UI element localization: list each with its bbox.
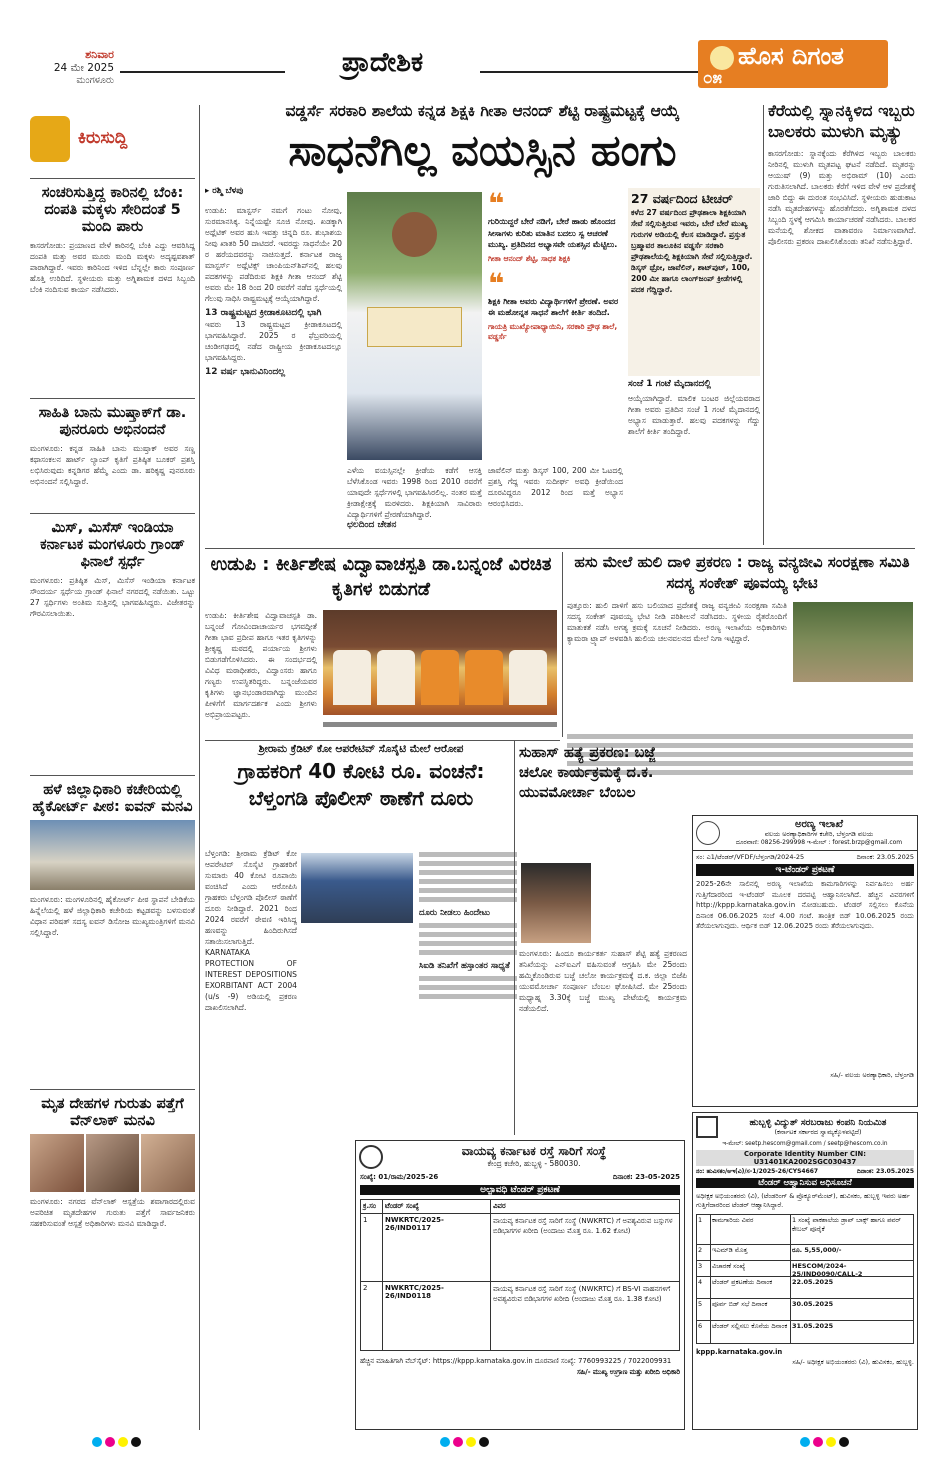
hescom-web: kppp.karnataka.gov.in: [696, 1348, 783, 1356]
brief-wenlock-body: ಮಂಗಳೂರು: ನಗರದ ವೆನ್‌ಲಾಕ್ ಆಸ್ಪತ್ರೆಯ ಶವಾಗಾರದಲ್ಲಿರುವ ಅಪರಿಚಿತ ಮೃತದೇಹಗಳ ಗುರುತು ಪತ್ತೆಗೆ ಸಾರ್ವಜನಿಕರು ಸಹಕರಿಸುವಂತೆ ಆಸ್ಪತ್ರೆ ಅಧಿಕಾರಿಗಳು ಮನವಿ ಮಾಡಿದ್ದಾರೆ.: [30, 1197, 195, 1228]
quote-mark-icon-1: ❝: [488, 187, 505, 220]
udupi-body-continued: [323, 718, 557, 736]
forest-ad-header: [693, 816, 917, 851]
deceased-photo-3: [141, 1134, 195, 1192]
hescom-row-k: ವಿಚಾರಣೆ ಸಂಖ್ಯೆ: [711, 1261, 791, 1276]
nwkrtc-row-sl: 2: [361, 1282, 383, 1350]
nwkrtc-notice: ಅಲ್ಪಾವಧಿ ಟೆಂಡರ್ ಪ್ರಕಟಣೆ: [360, 1185, 680, 1195]
table-row: [697, 1299, 913, 1321]
lead-sidebar-sub: ಸಂಜೆ 1 ಗಂಟೆ ಮೈದಾನದಲ್ಲಿ: [628, 379, 711, 389]
court-building-photo: [30, 820, 195, 890]
deceased-photo-2: [86, 1134, 140, 1192]
registration-marks-left: [92, 1437, 141, 1447]
hescom-meta: [693, 1168, 917, 1176]
table-row: [697, 1261, 913, 1277]
drowning-headline: ಕೆರೆಯಲ್ಲಿ ಸ್ನಾನಕ್ಕಿಳಿದ ಇಬ್ಬರು ಬಾಲಕರು ಮುಳುಗಿ ಮೃತ್ಯು: [768, 101, 915, 141]
table-row: [697, 1277, 913, 1299]
hescom-row-v: 22.05.2025: [792, 1278, 834, 1286]
lead-col1-text: ಉಡುಪಿ: ಮಾಸ್ಟರ್ಸ್ ನಮಗೆ ಗಂಟು ನೋವು, ಸುರಮಾನಸಿಕ್ಕ. ನಿನ್ನೆಯಷ್ಟೇ ಸೂಜಿ ನೋವು. ಖಡಕ್ಕಾಗಿ ಅಥ್ಲೆಟಿಕ್ ಅವರ ಹುಸಿ ಇವತ್ತು ಚಿನ್ನದಿ ರೂ. ಶುಭಾಶಯ ನೀವು ಖಾತರಿ 50 ದಾಟಿದರೆ. ಇವರದ್ದು ಸಾಧನೆಯೇ 20 ರ ಹರೆಯದವರನ್ನು ನಾಚಿಸುತ್ತದೆ. ಕರ್ನಾಟಕ ರಾಜ್ಯ ಮಾಸ್ಟರ್ಸ್ ಅಥ್ಲೆಟಿಕ್ಸ್ ಚಾಂಪಿಯನ್‌ಶಿಪ್‌ನಲ್ಲಿ ಹಲವು ಪದಕಗಳನ್ನು ಪಡೆದಿರುವ ಶಿಕ್ಷಕಿ ಗೀತಾ ಆನಂದ್ ಶೆಟ್ಟಿ ಅವರು ಮೇ 18 ರಿಂದ 20 ರವರೆಗೆ ನಡೆದ ಸ್ಪರ್ಧೆಯಲ್ಲಿ ಗೆಲುವು ಸಾಧಿಸಿ ರಾಷ್ಟ್ರಮಟ್ಟಕ್ಕೆ ಆಯ್ಕೆಯಾಗಿದ್ದಾರೆ.: [205, 206, 342, 303]
drowning-body: ಕಾಸರಗೋಡು: ಸ್ನಾನಕ್ಕೆಂದು ಕೆರೆಗಿಳಿದ ಇಬ್ಬರು ಬಾಲಕರು ನೀರಿನಲ್ಲಿ ಮುಳುಗಿ ಮೃತಪಟ್ಟ ಘಟನೆ ನಡೆದಿದೆ. ಮೃತರನ್ನು ಆಯುಷ್ (9) ಮತ್ತು ಅಭಿರಾಮ್ (10) ಎಂದು ಗುರುತಿಸಲಾಗಿದೆ. ಬಾಲಕರು ಕೆರೆಗೆ ಇಳಿದ ವೇಳೆ ಆಳ ಪ್ರದೇಶಕ್ಕೆ ಜಾರಿ ಬಿದ್ದು ಈ ದುರಂತ ಸಂಭವಿಸಿದೆ. ಸ್ಥಳೀಯರು ಹುಡುಕಾಟ ನಡೆಸಿ ಮೃತದೇಹಗಳನ್ನು ಹೊರತೆಗೆದರು. ಅಗ್ನಿಶಾಮಕ ದಳದ ಸಿಬ್ಬಂದಿ ಸ್ಥಳಕ್ಕೆ ಆಗಮಿಸಿ ಕಾರ್ಯಾಚರಣೆ ನಡೆಸಿದರು. ಬಾಲಕರ ಮನೆಯಲ್ಲಿ ಶೋಕದ ವಾತಾವರಣ ನಿರ್ಮಾಣವಾಗಿದೆ. ಪೊಲೀಸರು ಪ್ರಕರಣ ದಾಖಲಿಸಿಕೊಂಡು ತನಿಖೆ ನಡೆಸುತ್ತಿದ್ದಾರೆ.: [768, 149, 916, 246]
brief-highcourt-body: ಮಂಗಳೂರು: ಮಂಗಳೂರಿನಲ್ಲಿ ಹೈಕೋರ್ಟ್ ಪೀಠ ಸ್ಥಾಪನೆ ಬೇಡಿಕೆಯ ಹಿನ್ನೆಲೆಯಲ್ಲಿ ಹಳೆ ಜಿಲ್ಲಾಧಿಕಾರಿ ಕಚೇರಿಯ ಕಟ್ಟಡವನ್ನು ಬಳಸುವಂತೆ ವಿಧಾನ ಪರಿಷತ್ ಸದಸ್ಯ ಐವನ್ ಡಿಸೋಜ ಮುಖ್ಯಮಂತ್ರಿಗಳಿಗೆ ಮನವಿ ಸಲ್ಲಿಸಿದ್ದಾರೆ.: [30, 895, 195, 937]
tiger-body: ಪುತ್ತೂರು: ಹುಲಿ ದಾಳಿಗೆ ಹಸು ಬಲಿಯಾದ ಪ್ರದೇಶಕ್ಕೆ ರಾಜ್ಯ ವನ್ಯಜೀವಿ ಸಂರಕ್ಷಣಾ ಸಮಿತಿ ಸದಸ್ಯ ಸಂಕೇತ್ ಪೂವಯ್ಯ ಭೇಟಿ ನೀಡಿ ಪರಿಶೀಲನೆ ನಡೆಸಿದರು. ಸ್ಥಳೀಯ ರೈತರೊಂದಿಗೆ ಮಾತುಕತೆ ನಡೆಸಿ ಅಗತ್ಯ ಕ್ರಮಕ್ಕೆ ಸೂಚನೆ ನೀಡಿದರು. ಅರಣ್ಯ ಇಲಾಖೆಯ ಅಧಿಕಾರಿಗಳು ಕ್ಯಾಮರಾ ಟ್ರ್ಯಾಪ್ ಅಳವಡಿಸಿ ಹುಲಿಯ ಚಲನವಲನದ ಮೇಲೆ ನಿಗಾ ಇಟ್ಟಿದ್ದಾರೆ.: [567, 601, 787, 643]
brief-tag: [30, 110, 195, 170]
nwkrtc-col-desc: ವಿವರ: [493, 1202, 506, 1210]
nwkrtc-header: [356, 1141, 684, 1172]
nwkrtc-col-tender: ಟೆಂಡರ್ ಸಂಖ್ಯೆ: [383, 1200, 491, 1213]
hescom-row-v: 31.05.2025: [792, 1322, 834, 1330]
fraud-headline: ಗ್ರಾಹಕರಿಗೆ 40 ಕೋಟಿ ರೂ. ವಂಚನೆ: ಬೆಳ್ತಂಗಡಿ ಪೊಲೀಸ್ ಠಾಣೆಗೆ ದೂರು: [237, 759, 485, 810]
forest-ad-phone: ದೂರವಾಣಿ: 08256-299998 ಇ-ಮೇಲ್ : forest.brzp@gmail.com: [735, 839, 903, 846]
hescom-row-n: 5: [697, 1299, 711, 1320]
udupi-body: ಉಡುಪಿ: ಕೀರ್ತಿಶೇಷ ವಿದ್ವಾವಾಚಸ್ಪತಿ ಡಾ. ಬನ್ನಂಜೆ ಗೋವಿಂದಾಚಾರ್ಯರ ಭಗವದ್ಗೀತೆ ಗೀತಾ ಭಾವ ಪ್ರದೀಪ ಹಾಗೂ ಇತರ ಕೃತಿಗಳನ್ನು ಶ್ರೀಕೃಷ್ಣ ಮಠದಲ್ಲಿ ಪರ್ಯಾಯ ಶ್ರೀಗಳು ಬಿಡುಗಡೆಗೊಳಿಸಿದರು. ಈ ಸಂದರ್ಭದಲ್ಲಿ ವಿವಿಧ ಮಠಾಧೀಶರು, ವಿದ್ವಾಂಸರು ಹಾಗೂ ಗಣ್ಯರು ಉಪಸ್ಥಿತರಿದ್ದರು. ಬನ್ನಂಜೆಯವರ ಕೃತಿಗಳು ಜ್ಞಾನಭಂಡಾರವಾಗಿದ್ದು ಮುಂದಿನ ಪೀಳಿಗೆಗೆ ಮಾರ್ಗದರ್ಶಕ ಎಂದು ಶ್ರೀಗಳು ಅಭಿಪ್ರಾಯಪಟ್ಟರು.: [205, 611, 317, 719]
nwkrtc-row-no: NWKRTC/2025-26/IND0118: [383, 1282, 491, 1350]
masthead-section: ಪ್ರಾದೇಶಿಕ: [285, 46, 480, 80]
lead-sidebar: [628, 188, 760, 376]
logo-sun-icon: [710, 46, 734, 70]
brief-miss-india-body: ಮಂಗಳೂರು: ಪ್ರತಿಷ್ಠಿತ ಮಿಸ್, ಮಿಸೆಸ್ ಇಂಡಿಯಾ ಕರ್ನಾಟಕ ಸೌಂದರ್ಯ ಸ್ಪರ್ಧೆಯ ಗ್ರಾಂಡ್ ಫಿನಾಲೆ ನಗರದಲ್ಲಿ ನಡೆಯಿತು. ಒಟ್ಟು 27 ಸ್ಪರ್ಧಿಗಳು ಅಂತಿಮ ಸುತ್ತಿನಲ್ಲಿ ಭಾಗವಹಿಸಿದ್ದರು. ವಿಜೇತರನ್ನು ಗೌರವಿಸಲಾಯಿತು.: [30, 576, 195, 618]
udupi-headline: ಉಡುಪಿ : ಕೀರ್ತಿಶೇಷ ವಿದ್ವಾವಾಚಸ್ಪತಿ ಡಾ.ಬನ್ನಂಜೆ ವಿರಚಿತ ಕೃತಿಗಳ ಬಿಡುಗಡೆ: [210, 554, 552, 600]
page-number: ೦೫: [703, 68, 723, 88]
nwkrtc-footer: ಹೆಚ್ಚಿನ ಮಾಹಿತಿಗಾಗಿ ವೆಬ್‌ಸೈಟ್: https://kppp.karnataka.gov.in ದೂರವಾಣಿ ಸಂಖ್ಯೆ: 7760993225 / 7022009931: [360, 1357, 672, 1365]
section-rule: [205, 740, 560, 741]
hescom-cin: Corporate Identity Number CIN: U31401KA2002SGC030437: [696, 1150, 914, 1166]
nwkrtc-addr: ಕೇಂದ್ರ ಕಚೇರಿ, ಹುಬ್ಬಳ್ಳಿ - 580030.: [487, 1159, 581, 1168]
lead-sub1: 13 ರಾಷ್ಟ್ರಮಟ್ಟದ ಕ್ರೀಡಾಕೂಟದಲ್ಲಿ ಭಾಗಿ: [205, 308, 322, 318]
fraud-body-right: [419, 848, 517, 1148]
nwkrtc-meta: [356, 1172, 684, 1183]
forest-ad-meta: [693, 851, 917, 864]
hescom-row-n: 4: [697, 1277, 711, 1298]
hescom-header: [693, 1113, 917, 1141]
lead-sub3: ಛಲದಿಂದ ಚೇತನ: [347, 520, 397, 530]
column-rule: [763, 105, 764, 545]
hescom-sub: (ಕರ್ನಾಟಕ ಸರ್ಕಾರದ ಸ್ವಾಮ್ಯಕ್ಕೊಳಪಟ್ಟಿದೆ): [774, 1127, 862, 1136]
lead-headline: ಸಾಧನೆಗಿಲ್ಲ ವಯಸ್ಸಿನ ಹಂಗು: [288, 126, 677, 176]
brief-highcourt-head: ಹಳೆ ಜಿಲ್ಲಾಧಿಕಾರಿ ಕಚೇರಿಯಲ್ಲಿ ಹೈಕೋರ್ಟ್ ಪೀಠ: ಐವನ್ ಮನವಿ: [32, 782, 193, 815]
suhas-portrait-photo: [521, 863, 591, 943]
forest-ad-title: ಅರಣ್ಯ ಇಲಾಖೆ: [794, 819, 844, 830]
nwkrtc-tender-ad: [355, 1140, 685, 1430]
cow-carcass-photo: [793, 602, 913, 682]
section-rule: [205, 548, 915, 549]
forest-ad-date: ದಿನಾಂಕ: 23.05.2025: [856, 853, 914, 861]
paper-logo: [698, 40, 888, 88]
masthead-city: ಮಂಗಳೂರು: [76, 75, 114, 86]
hescom-table: [696, 1214, 914, 1344]
forest-ad-office: ವಲಯ ಅರಣ್ಯಾಧಿಕಾರಿಗಳ ಕಚೇರಿ, ಬೆಳ್ತಂಗಡಿ ವಲಯ: [764, 830, 874, 838]
brief-wenlock-head: ಮೃತ ದೇಹಗಳ ಗುರುತು ಪತ್ತೆಗೆ ವೆನ್‌ಲಾಕ್ ಮನವಿ: [41, 1096, 184, 1129]
hescom-intro: ಅಧೀಕ್ಷಕ ಅಭಿಯಂತರರು (ವಿ), (ಟೆಂಡರಿಂಗ್ & ಪ್ರೊಕ್ಯೂರ್‌ಮೆಂಟ್), ಹುವಿಸಕಂ, ಹುಬ್ಬಳ್ಳಿ ಇವರು ಅರ್ಹ ಗುತ್ತಿಗೆದಾರರಿಂದ ಟೆಂಡರ್ ಆಹ್ವಾನಿಸಿದ್ದಾರೆ.: [696, 1192, 910, 1209]
quote-mark-icon-2: ❝: [488, 266, 505, 300]
quote2-text: ಶಿಕ್ಷಕಿ ಗೀತಾ ಅವರು ವಿದ್ಯಾರ್ಥಿಗಳಿಗೆ ಪ್ರೇರಣೆ. ಅವರ ಈ ಮಹೋನ್ನತ ಸಾಧನೆ ಶಾಲೆಗೆ ಕೀರ್ತಿ ತಂದಿದೆ.: [488, 296, 619, 317]
column-rule: [562, 552, 563, 737]
hescom-email: ಇ-ಮೇಲ್: seetp.hescom@gmail.com / seetp@hescom.co.in: [722, 1141, 888, 1147]
teacher-figure: [392, 212, 437, 257]
nwkrtc-row-desc: ವಾಯವ್ಯ ಕರ್ನಾಟಕ ರಸ್ತೆ ಸಾರಿಗೆ ಸಂಸ್ಥೆ (NWKRTC) ಗೆ ಅವಶ್ಯವಿರುವ ಬಸ್ಸುಗಳ ಬಿಡಿಭಾಗಗಳ ಖರೀದಿ (ಅಂದಾಜು ಮೊತ್ತ ರೂ. 1.62 ಕೋಟಿ): [493, 1217, 673, 1235]
table-row: [697, 1215, 913, 1245]
hescom-row-k: ಕಾಮಗಾರಿಯ ವಿವರ: [711, 1215, 791, 1244]
udupi-story: [205, 552, 557, 737]
lead-sub2: 12 ವರ್ಷ ಭಾನುವಿನಿಂದಲ್ಲ: [205, 367, 286, 377]
quote1-text: ಗುರಿಯಿದ್ದರೆ ಬೇರೆ ನಡಿಗೆ, ಬೇರೆ ಹಾಡು ಹೊಂದದ ಸೀಸಾಗಳು ಕುರಿತು ಮಾತಿನ ಬದಲು ಸ್ವ ಆಚರಣೆ ಮುಖ್ಯ. ಪ್ರತಿದಿನದ ಅಭ್ಯಾಸವೇ ಯಶಸ್ಸಿನ ಮೆಟ್ಟಿಲು.: [488, 217, 618, 249]
speakers-row: [333, 650, 547, 705]
nwkrtc-row-no: NWKRTC/2025-26/IND0117: [383, 1214, 491, 1281]
column-rule: [514, 740, 515, 1135]
hescom-notice: ಟೆಂಡರ್ ಆಹ್ವಾನಿಸುವ ಅಧಿಸೂಚನೆ: [696, 1178, 914, 1188]
brief-miss-india-head: ಮಿಸ್, ಮಿಸೆಸ್ ಇಂಡಿಯಾ ಕರ್ನಾಟಕ ಮಂಗಳೂರು ಗ್ರಾಂಡ್ ಫಿನಾಲೆ ಸ್ಪರ್ಧೆ: [40, 520, 185, 570]
fraud-sub1: ದೂರು ನೀಡಲು ಹಿಂದೇಟು: [419, 908, 490, 918]
lead-sidebar-head: 27 ವರ್ಷದಿಂದ ಟೀಚರ್: [631, 191, 733, 206]
table-row: [697, 1321, 913, 1343]
table-row: [361, 1282, 679, 1350]
hescom-row-k: ಇಎಮ್‌ಡಿ ಮೊತ್ತ: [711, 1245, 791, 1260]
lead-col2-text: ಎಳೆಯ ವಯಸ್ಸಿನಲ್ಲೇ ಕ್ರೀಡೆಯ ಕಡೆಗೆ ಆಸಕ್ತಿ ಬೆಳೆಸಿಕೊಂಡ ಇವರು 1998 ರಿಂದ 2010 ರವರೆಗೆ ಯಾವುದೇ ಸ್ಪರ್ಧೆಗಳಲ್ಲಿ ಭಾಗವಹಿಸಿರಲಿಲ್ಲ. ನಂತರ ಮತ್ತೆ ಕ್ರೀಡಾಕ್ಷೇತ್ರಕ್ಕೆ ಮರಳಿದರು. ಶಿಕ್ಷಕಿಯಾಗಿ ಸಾವಿರಾರು ವಿದ್ಯಾರ್ಥಿಗಳಿಗೆ ಪ್ರೇರಣೆಯಾಗಿದ್ದಾರೆ.: [347, 466, 482, 519]
hand-icon: [30, 116, 70, 162]
nwkrtc-col-sl: ಕ್ರ.ಸಂ: [361, 1200, 383, 1213]
nwkrtc-date: ದಿನಾಂಕ: 23-05-2025: [612, 1173, 680, 1181]
forest-ad-notice: ಇ-ಟೆಂಡರ್ ಪ್ರಕಟಣೆ: [696, 864, 914, 876]
nwkrtc-ref: ಸಂಖ್ಯೆ: 01/ರಾಮ/2025-26: [360, 1173, 439, 1181]
suhas-headline: ಸುಹಾಸ್ ಹತ್ಯೆ ಪ್ರಕರಣ: ಬಜ್ಜೆ ಚಲೋ ಕಾರ್ಯಕ್ರಮಕ್ಕೆ ದ.ಕ. ಯುವಮೋರ್ಚಾ ಬೆಂಬಲ: [519, 745, 656, 801]
hescom-row-n: 2: [697, 1245, 711, 1260]
fraud-sub2: ಸಿಐಡಿ ತನಿಖೆಗೆ ಹಸ್ತಾಂತರ ಸಾಧ್ಯತೆ: [419, 961, 510, 971]
nwkrtc-table-header: [361, 1200, 679, 1214]
nwkrtc-sign: ಸಹಿ/- ಮುಖ್ಯ ಉಗ್ರಾಣ ಮತ್ತು ಖರೀದಿ ಅಧಿಕಾರಿ: [576, 1368, 680, 1376]
teacher-photo: [347, 192, 482, 460]
nwkrtc-org: ವಾಯವ್ಯ ಕರ್ನಾಟಕ ರಸ್ತೆ ಸಾರಿಗೆ ಸಂಸ್ಥೆ: [461, 1144, 607, 1158]
hescom-row-k: ಪೂರ್ವ ಬಿಡ್ ಸಭೆ ದಿನಾಂಕ: [711, 1299, 791, 1320]
brief-wenlock: [30, 1089, 195, 1286]
brief-car-fire-body: ಕಾಸರಗೋಡು: ಪ್ರಯಾಣದ ವೇಳೆ ಕಾರಿನಲ್ಲಿ ಬೆಂಕಿ ಎದ್ದು ಆವರಿಸಿದ್ದ ದಂಪತಿ ಮತ್ತು ಅವರ ಮೂರು ಮಂದಿ ಮಕ್ಕಳು ಅದೃಷ್ಟವಶಾತ್ ಪಾರಾಗಿದ್ದಾರೆ. ಇವರು ಕಾರಿನಿಂದ ಇಳಿದ ಬೆನ್ನಲ್ಲೇ ಕಾರು ಸಂಪೂರ್ಣ ಹೊತ್ತಿ ಉರಿದಿದೆ. ಸ್ಥಳೀಯರು ಮತ್ತು ಅಗ್ನಿಶಾಮಕ ದಳದ ಸಿಬ್ಬಂದಿ ಬೆಂಕಿ ನಂದಿಸುವ ಕಾರ್ಯ ನಡೆಸಿದರು.: [30, 241, 195, 294]
brief-tag-label: ಕಿರುಸುದ್ದಿ: [78, 128, 128, 148]
hescom-tender-ad: [692, 1112, 918, 1430]
masthead-date: 24 ಮೇ 2025: [53, 62, 114, 74]
lead-col1b-text: ಇವರು 13 ರಾಷ್ಟ್ರಮಟ್ಟದ ಕ್ರೀಡಾಕೂಟದಲ್ಲಿ ಭಾಗವಹಿಸಿದ್ದಾರೆ. 2025 ರ ಫೆಬ್ರವರಿಯಲ್ಲಿ ಚಂಡೀಗಢದಲ್ಲಿ ನಡೆದ ರಾಷ್ಟ್ರೀಯ ಕ್ರೀಡಾಕೂಟದಲ್ಲೂ ಭಾಗವಹಿಸಿದ್ದರು.: [205, 320, 342, 362]
lead-col1: [205, 205, 342, 535]
hescom-row-v: HESCOM/2024-25/IND0090/CALL-2: [792, 1262, 863, 1278]
table-row: [697, 1245, 913, 1261]
quote2-source: ಗಾಯತ್ರಿ ಮುಖ್ಯೋಪಾಧ್ಯಾಯಿನಿ, ಸರಕಾರಿ ಪ್ರೌಢ ಶಾಲೆ, ವಡ್ಡರ್ಸೆ: [488, 321, 618, 341]
hescom-title: ಹುಬ್ಬಳ್ಳಿ ವಿದ್ಯುತ್ ಸರಬರಾಜು ಕಂಪನಿ ನಿಯಮಿತ: [749, 1117, 887, 1128]
lead-col2: [347, 465, 482, 540]
paper-name: ಹೊಸ ದಿಗಂತ: [738, 42, 844, 70]
hescom-ref: ನಂ: ಹುವಿಸಕಂ/ಅಇ(ವಿ)/ಸ-1/2025-26/CYS4667: [696, 1168, 819, 1175]
quote1-source: ಗೀತಾ ಆನಂದ್ ಶೆಟ್ಟಿ, ಸಾಧಕ ಶಿಕ್ಷಕಿ: [488, 253, 571, 263]
registration-marks-right: [800, 1437, 849, 1447]
deceased-photos: [30, 1134, 195, 1192]
book-release-photo: [323, 610, 557, 715]
column-rule: [199, 105, 200, 1430]
hescom-row-n: 6: [697, 1321, 711, 1343]
masthead: [0, 40, 945, 100]
nwkrtc-row-sl: 1: [361, 1214, 383, 1281]
lead-sidebar-body: ಕಳೆದ 27 ವರ್ಷದಿಂದ ಪ್ರೌಢಶಾಲಾ ಶಿಕ್ಷಕಿಯಾಗಿ ಸೇವೆ ಸಲ್ಲಿಸುತ್ತಿರುವ ಇವರು, ಬೇರೆ ಬೇರೆ ಮುಖ್ಯ ಗುರುಗಳ ಅಡಿಯಲ್ಲಿ ಕೆಲಸ ಮಾಡಿದ್ದಾರೆ. ಪ್ರಸ್ತುತ ಬ್ರಹ್ಮಾವರ ತಾಲೂಕಿನ ವಡ್ಡರ್ಸೆ ಸರಕಾರಿ ಪ್ರೌಢಶಾಲೆಯಲ್ಲಿ ಶಿಕ್ಷಕಿಯಾಗಿ ಸೇವೆ ಸಲ್ಲಿಸುತ್ತಿದ್ದಾರೆ. ಡಿಸ್ಕಸ್ ಥ್ರೋ, ಜಾವೆಲಿನ್, ಶಾಟ್‌ಪುಟ್, 100, 200 ಮೀ ಹಾಗೂ ಲಾಂಗ್‌ಜಂಪ್ ಕ್ರೀಡೆಗಳಲ್ಲಿ ಪದಕ ಗೆದ್ದಿದ್ದಾರೆ.: [631, 208, 753, 294]
lead-kicker: ವಡ್ಡರ್ಸೆ ಸರಕಾರಿ ಶಾಲೆಯ ಕನ್ನಡ ಶಿಕ್ಷಕಿ ಗೀತಾ ಆನಂದ್ ಶೆಟ್ಟಿ ರಾಷ್ಟ್ರಮಟ್ಟಕ್ಕೆ ಆಯ್ಕೆ: [285, 102, 680, 120]
nwkrtc-logo-icon: [359, 1145, 383, 1169]
forest-emblem-icon: [696, 821, 720, 845]
hescom-row-v: 1 ಸಂಖ್ಯೆ ಪಾಕಶಾಲೆಯ ಡ್ರಾಪ್ ಬಾಕ್ಸ್ ಹಾಗೂ ಪವರ್ ಕೇಬಲ್ ಪೂರೈಕೆ: [792, 1216, 901, 1233]
forest-ad-sign: ಸಹಿ/- ವಲಯ ಅರಣ್ಯಾಧಿಕಾರಿ, ಬೆಳ್ತಂಗಡಿ: [830, 1071, 914, 1079]
drowning-story: [768, 100, 916, 545]
forest-ad-ref: ಸಂ: ಎ1/ಟೆಂಡರ್/VFDF/ಬೆಳ್ತಂಗಡಿ/2024-25: [696, 853, 805, 861]
hescom-row-n: 1: [697, 1215, 711, 1244]
brief-banu: [30, 398, 195, 513]
teacher-certificate: [367, 307, 462, 347]
lead-col3: ಜಾವೆಲಿನ್ ಮತ್ತು ಡಿಸ್ಕಸ್ 100, 200 ಮೀ ಓಟದಲ್ಲಿ ಪ್ರಶಸ್ತಿ ಗೆದ್ದ ಇವರು ಸುದೀರ್ಘ ಅವಧಿ ಕ್ರೀಡೆಯಿಂದ ದೂರವಿದ್ದರೂ 2012 ರಿಂದ ಮತ್ತೆ ಅಭ್ಯಾಸ ಆರಂಭಿಸಿದರು.: [488, 466, 623, 508]
left-briefs-column: [30, 110, 195, 1430]
lead-col4: ಆಯ್ಕೆಯಾಗಿದ್ದಾರೆ. ಮಾಲಿಕ ಬಂಟರ ಜಿಲ್ಲೆಯವರಾದ ಗೀತಾ ಅವರು ಪ್ರತಿದಿನ ಸಂಜೆ 1 ಗಂಟೆ ಮೈದಾನದಲ್ಲಿ ಅಭ್ಯಾಸ ಮಾಡುತ್ತಾರೆ. ಹಲವು ಪದಕಗಳನ್ನು ಗೆದ್ದು ಶಾಲೆಗೆ ಕೀರ್ತಿ ತಂದಿದ್ದಾರೆ.: [628, 394, 760, 436]
brief-car-fire-head: ಸಂಚರಿಸುತ್ತಿದ್ದ ಕಾರಿನಲ್ಲಿ ಬೆಂಕಿ: ದಂಪತಿ ಮಕ್ಕಳು ಸೇರಿದಂತೆ 5 ಮಂದಿ ಪಾರು: [41, 185, 184, 235]
brief-car-fire: [30, 178, 195, 398]
fraud-kicker: ಶ್ರೀರಾಮ ಕ್ರೆಡಿಟ್ ಕೋ ಆಪರೇಟಿವ್ ಸೊಸೈಟಿ ಮೇಲೆ ಆರೋಪ: [258, 743, 464, 755]
police-station-photo: [301, 853, 413, 923]
forest-ad: [692, 815, 918, 1107]
nwkrtc-row-desc: ವಾಯವ್ಯ ಕರ್ನಾಟಕ ರಸ್ತೆ ಸಾರಿಗೆ ಸಂಸ್ಥೆ (NWKRTC) ಗೆ BS-VI ವಾಹನಗಳಿಗೆ ಅವಶ್ಯವಿರುವ ಬಿಡಿಭಾಗಗಳ ಖರೀದಿ (ಅಂದಾಜು ಮೊತ್ತ ರೂ. 1.38 ಕೋಟಿ): [493, 1285, 671, 1303]
hescom-date: ದಿನಾಂಕ: 23.05.2025: [856, 1168, 914, 1175]
brief-banu-body: ಮಂಗಳೂರು: ಕನ್ನಡ ಸಾಹಿತಿ ಬಾನು ಮುಷ್ತಾಕ್ ಅವರ ಸಣ್ಣ ಕಥಾಸಂಕಲನ ಹಾರ್ಟ್ ಲ್ಯಾಂಪ್ ಕೃತಿಗೆ ಪ್ರತಿಷ್ಠಿತ ಬೂಕರ್ ಪ್ರಶಸ್ತಿ ಲಭಿಸಿರುವುದು ಕನ್ನಡಿಗರ ಹೆಮ್ಮೆ ಎಂದು ಡಾ. ಹರಿಕೃಷ್ಣ ಪುನರೂರು ಅಭಿನಂದನೆ ಸಲ್ಲಿಸಿದ್ದಾರೆ.: [30, 444, 195, 486]
registration-marks-center: [440, 1437, 489, 1447]
forest-ad-body: 2025-26ನೇ ಸಾಲಿನಲ್ಲಿ ಅರಣ್ಯ ಇಲಾಖೆಯ ಕಾಮಗಾರಿಗಳನ್ನು ನಿರ್ವಹಿಸಲು ಅರ್ಹ ಗುತ್ತಿಗೆದಾರರಿಂದ ಇ-ಟೆಂಡರ್ ಮೂಲಕ ದರಪಟ್ಟಿ ಆಹ್ವಾನಿಸಲಾಗಿದೆ. ಹೆಚ್ಚಿನ ವಿವರಗಳಿಗೆ http://kppp.karnataka.gov.in ನೋಡಬಹುದು. ಟೆಂಡರ್ ಸಲ್ಲಿಸಲು ಕೊನೆಯ ದಿನಾಂಕ 06.06.2025 ಸಂಜೆ 4.00 ಗಂಟೆ. ತಾಂತ್ರಿಕ ಬಿಡ್ 10.06.2025 ರಂದು ತೆರೆಯಲಾಗುವುದು. ಆರ್ಥಿಕ ಬಿಡ್ 12.06.2025 ರಂದು ತೆರೆಯಲಾಗುವುದು.: [696, 880, 914, 930]
brief-banu-head: ಸಾಹಿತಿ ಬಾನು ಮುಷ್ತಾಕ್‌ಗೆ ಡಾ. ಪುನರೂರು ಅಭಿನಂದನೆ: [38, 405, 187, 438]
brief-highcourt: [30, 775, 195, 1089]
hescom-row-k: ಟೆಂಡರ್ ಸಲ್ಲಿಸಲು ಕೊನೆಯ ದಿನಾಂಕ: [711, 1321, 791, 1343]
hescom-row-v: 30.05.2025: [792, 1300, 834, 1308]
nwkrtc-table: [360, 1199, 680, 1351]
lead-story: [205, 100, 760, 545]
hescom-logo-icon: [696, 1116, 718, 1138]
lead-quotes: [488, 187, 623, 460]
hescom-row-k: ಟೆಂಡರ್ ಪ್ರಕಟಣೆಯ ದಿನಾಂಕ: [711, 1277, 791, 1298]
fraud-body: ಬೆಳ್ತಂಗಡಿ: ಶ್ರೀರಾಮ ಕ್ರೆಡಿಟ್ ಕೋ ಆಪರೇಟಿವ್ ಸೊಸೈಟಿ ಗ್ರಾಹಕರಿಗೆ ಸುಮಾರು 40 ಕೋಟಿ ರೂಪಾಯಿ ವಂಚಿಸಿದೆ ಎಂದು ಆರೋಪಿಸಿ ಗ್ರಾಹಕರು ಬೆಳ್ತಂಗಡಿ ಪೊಲೀಸ್ ಠಾಣೆಗೆ ದೂರು ನೀಡಿದ್ದಾರೆ. 2021 ರಿಂದ 2024 ರವರೆಗೆ ಠೇವಣಿ ಇರಿಸಿದ್ದ ಹಣವನ್ನು ಹಿಂದಿರುಗಿಸದೆ ಸತಾಯಿಸಲಾಗುತ್ತಿದೆ. KARNATAKA PROTECTION OF INTEREST DEPOSITIONS EXORBITANT ACT 2004 (u/s -9) ಅಡಿಯಲ್ಲಿ ಪ್ರಕರಣ ದಾಖಲಿಸಲಾಗಿದೆ.: [205, 849, 297, 1012]
table-row: [361, 1214, 679, 1282]
hescom-sign: ಸಹಿ/- ಅಧೀಕ್ಷಕ ಅಭಿಯಂತರರು (ವಿ), ಹುವಿಸಕಂ, ಹುಬ್ಬಳ್ಳಿ.: [792, 1358, 914, 1366]
deceased-photo-1: [30, 1134, 84, 1192]
masthead-date-block: [34, 48, 114, 86]
brief-miss-india: [30, 513, 195, 775]
tiger-headline: ಹಸು ಮೇಲೆ ಹುಲಿ ದಾಳಿ ಪ್ರಕರಣ : ರಾಜ್ಯ ವನ್ಯಜೀವಿ ಸಂರಕ್ಷಣಾ ಸಮಿತಿ ಸದಸ್ಯ ಸಂಕೇತ್ ಪೂವಯ್ಯ ಭೇಟಿ: [574, 553, 910, 592]
lead-byline-name: ರಶ್ಮಿ ಬೆಳಪು: [212, 186, 244, 196]
hescom-row-n: 3: [697, 1261, 711, 1276]
suhas-body: ಮಂಗಳೂರು: ಹಿಂದೂ ಕಾರ್ಯಕರ್ತ ಸುಹಾಸ್ ಶೆಟ್ಟಿ ಹತ್ಯೆ ಪ್ರಕರಣದ ತನಿಖೆಯನ್ನು ಎನ್‌ಐಎಗೆ ವಹಿಸುವಂತೆ ಆಗ್ರಹಿಸಿ ಮೇ 25ರಂದು ಹಮ್ಮಿಕೊಂಡಿರುವ ಬಜ್ಜೆ ಚಲೋ ಕಾರ್ಯಕ್ರಮಕ್ಕೆ ದ.ಕ. ಜಿಲ್ಲಾ ಬಿಜೆಪಿ ಯುವಮೋರ್ಚಾ ಸಂಪೂರ್ಣ ಬೆಂಬಲ ಘೋಷಿಸಿದೆ. ಮೇ 25ರಂದು ಮಧ್ಯಾಹ್ನ 3.30ಕ್ಕೆ ಬಜ್ಜೆ ಮುಖ್ಯ ಪೇಟೆಯಲ್ಲಿ ಕಾರ್ಯಕ್ರಮ ನಡೆಯಲಿದೆ.: [519, 949, 687, 1013]
masthead-day: ಶನಿವಾರ: [85, 48, 114, 61]
hescom-row-v: ರೂ. 5,55,000/-: [792, 1246, 842, 1254]
lead-byline: ▸ ರಶ್ಮಿ ಬೆಳಪು: [205, 186, 244, 196]
suhas-story: [519, 743, 687, 1135]
